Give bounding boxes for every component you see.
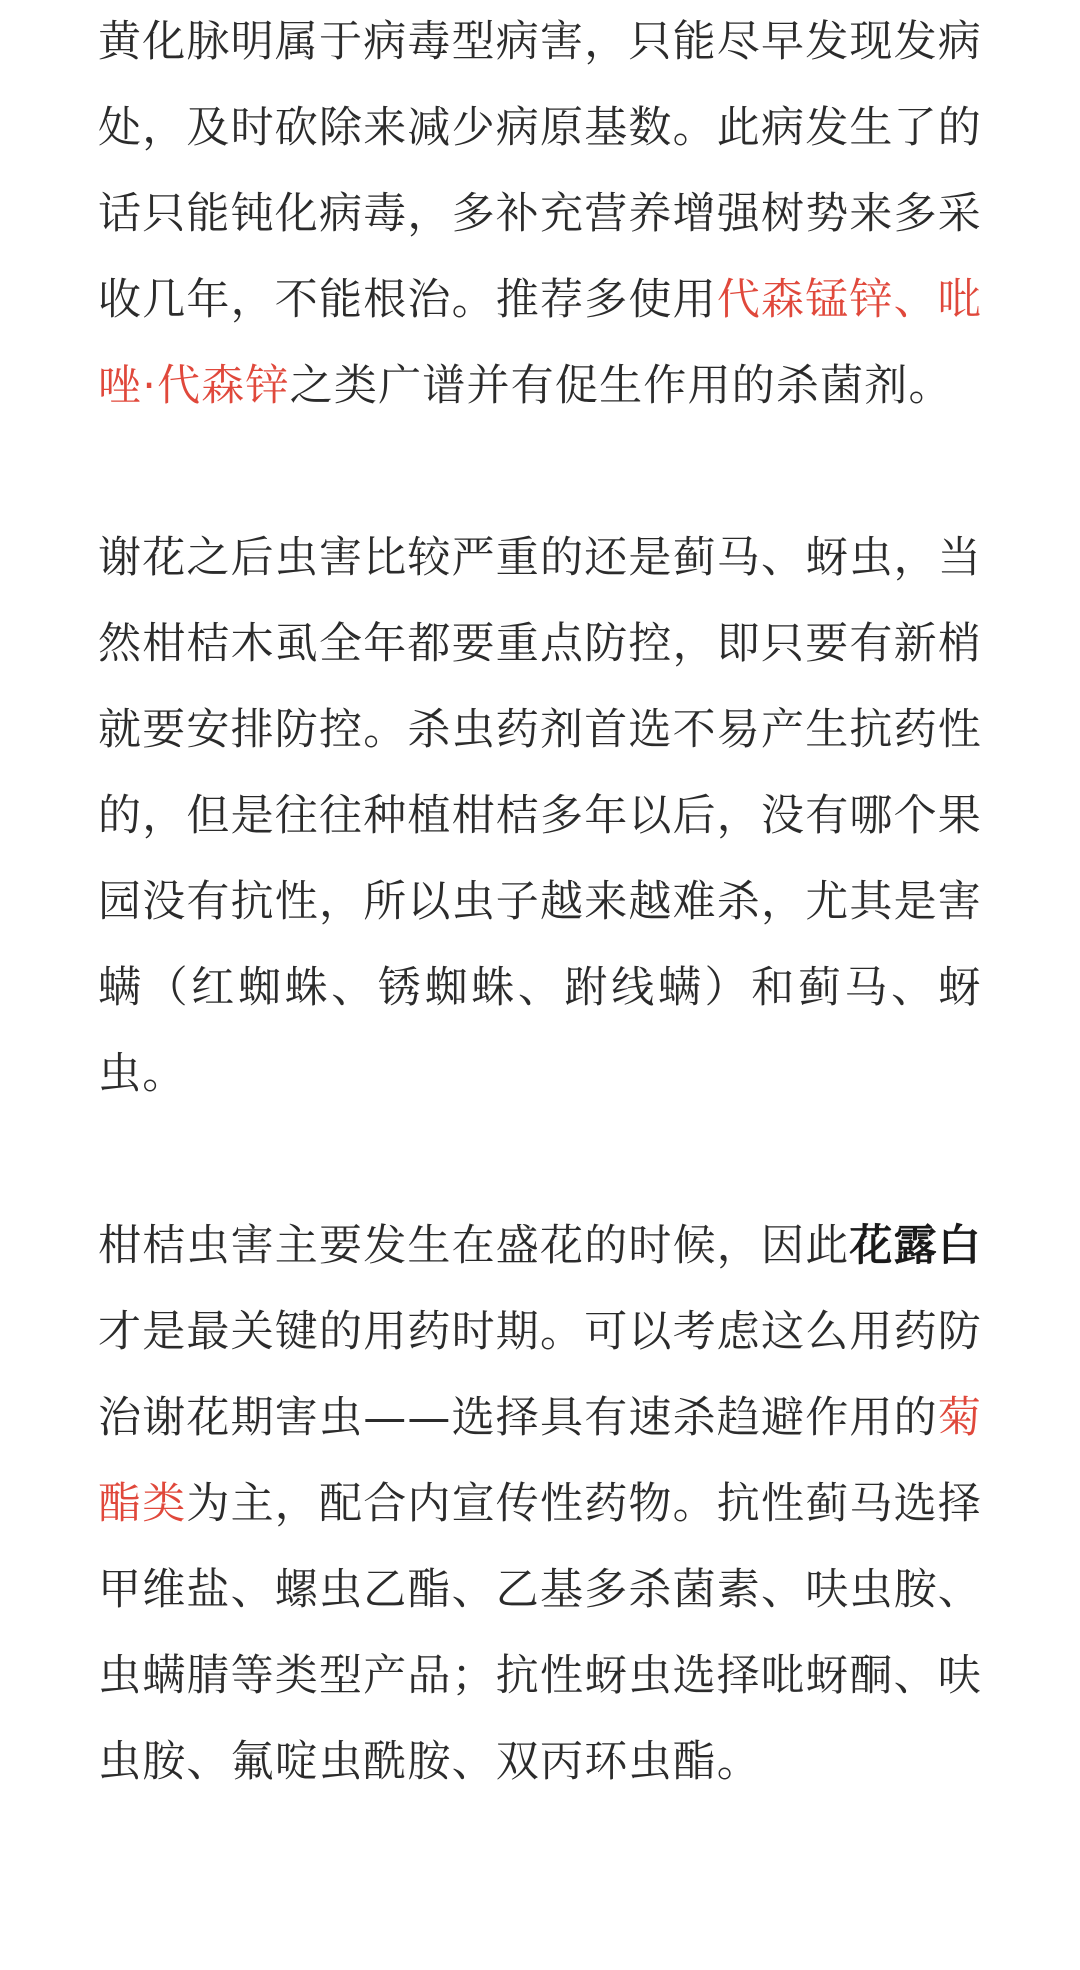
paragraph-text: 黄化脉明属于病毒型病害，只能尽早发现发病处，及时砍除来减少病原基数。此病发生了的话只能钝化病毒，多补充营养增强树势来多采收几年，不能根治。推荐多使用: [98, 17, 982, 325]
paragraph-pests-after-flowering: [98, 515, 982, 1117]
highlight-pyrethroids: 菊酯类: [98, 1393, 983, 1529]
paragraph-pest-control-timing: [98, 1203, 982, 1805]
paragraph-text: 柑桔虫害主要发生在盛花的时候，因此: [98, 1221, 850, 1271]
paragraph-yellow-vein-disease: [98, 0, 982, 429]
paragraph-text: 才是最关键的用药时期。可以考虑这么用药防治谢花期害虫——选择具有速杀趋避作用的: [98, 1307, 982, 1443]
highlight-fungicide-names: 代森锰锌、吡唑·代森锌: [98, 275, 983, 411]
paragraph-text: 谢花之后虫害比较严重的还是蓟马、蚜虫，当然柑桔木虱全年都要重点防控，即只要有新梢就要安排防控。杀虫药剂首选不易产生抗药性的，但是往往种植柑桔多年以后，没有哪个果园没有抗性，所以虫子越来越难杀，尤其是害螨（红蜘蛛、锈蜘蛛、跗线螨）和蓟马、蚜虫。: [98, 533, 982, 1099]
paragraph-text: 为主，配合内宣传性药物。抗性蓟马选择甲维盐、螺虫乙酯、乙基多杀菌素、呋虫胺、虫螨腈等类型产品；抗性蚜虫选择吡蚜酮、呋虫胺、氟啶虫酰胺、双丙环虫酯。: [98, 1479, 983, 1787]
article-body: [98, 0, 982, 1805]
paragraph-text: 之类广谱并有促生作用的杀菌剂。: [289, 361, 953, 411]
bold-key-period: 花露白: [849, 1221, 983, 1271]
